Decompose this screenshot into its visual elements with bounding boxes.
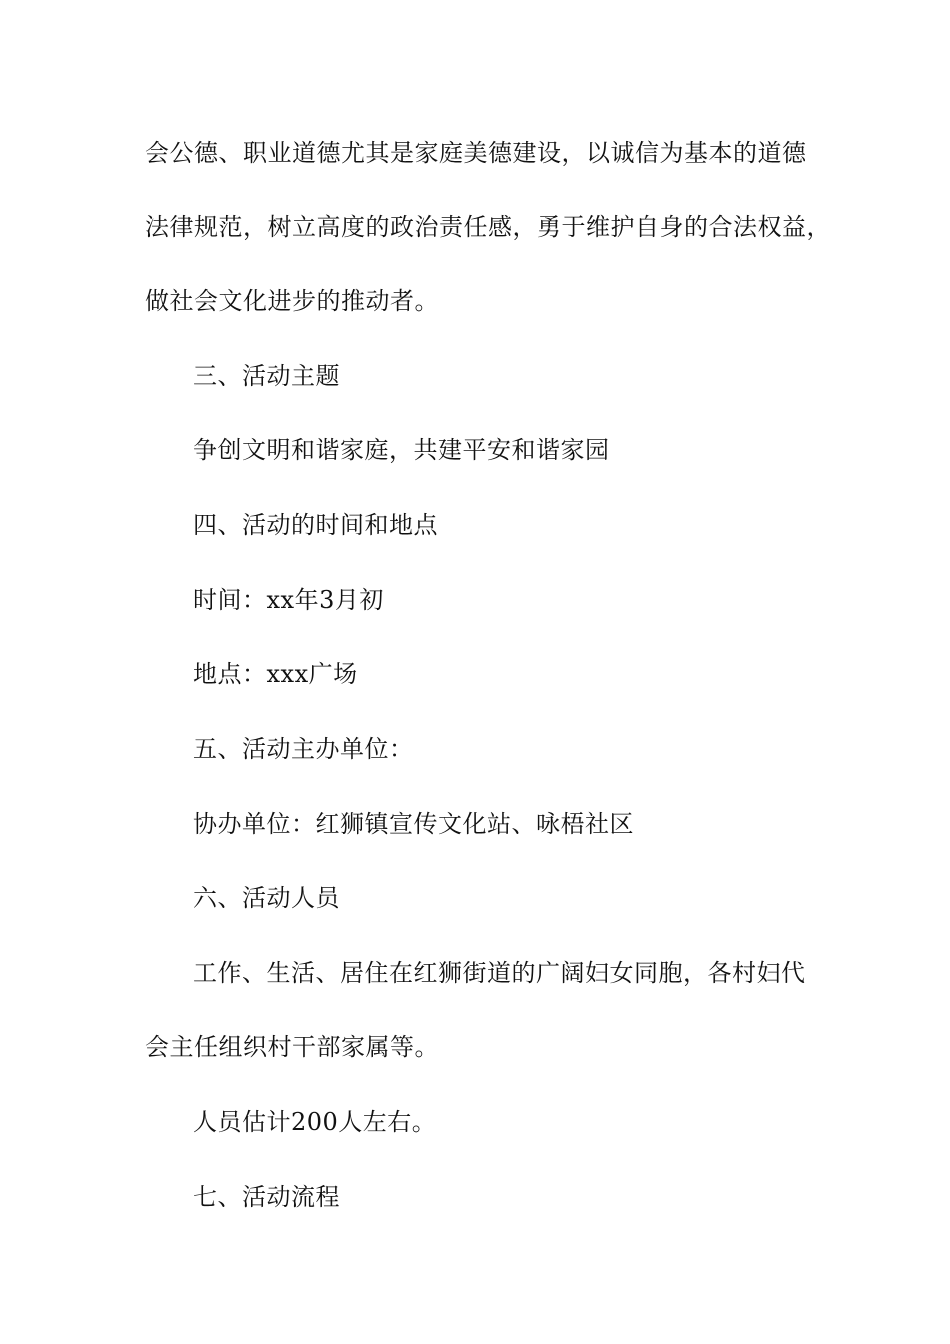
section-heading-theme: 三、活动主题 [193, 362, 340, 390]
time-text: 时间：xx年3月初 [193, 586, 384, 614]
paragraph-continuation-line-3: 做社会文化进步的推动者。 [145, 287, 439, 315]
theme-text: 争创文明和谐家庭，共建平安和谐家园 [193, 436, 610, 464]
section-heading-time-place: 四、活动的时间和地点 [193, 511, 438, 539]
section-heading-participants: 六、活动人员 [193, 884, 340, 912]
place-text: 地点：xxx广场 [193, 660, 358, 688]
paragraph-continuation-line-1: 会公德、职业道德尤其是家庭美德建设，以诚信为基本的道德 [145, 139, 807, 167]
participants-estimate: 人员估计200人左右。 [193, 1108, 437, 1136]
section-heading-organizer: 五、活动主办单位： [193, 735, 414, 763]
participants-text-line-1: 工作、生活、居住在红狮街道的广阔妇女同胞，各村妇代 [193, 959, 806, 987]
participants-text-line-2: 会主任组织村干部家属等。 [145, 1033, 439, 1061]
section-heading-process: 七、活动流程 [193, 1183, 340, 1211]
co-organizer-text: 协办单位：红狮镇宣传文化站、咏梧社区 [193, 810, 634, 838]
paragraph-continuation-line-2: 法律规范，树立高度的政治责任感，勇于维护自身的合法权益， [145, 213, 831, 241]
